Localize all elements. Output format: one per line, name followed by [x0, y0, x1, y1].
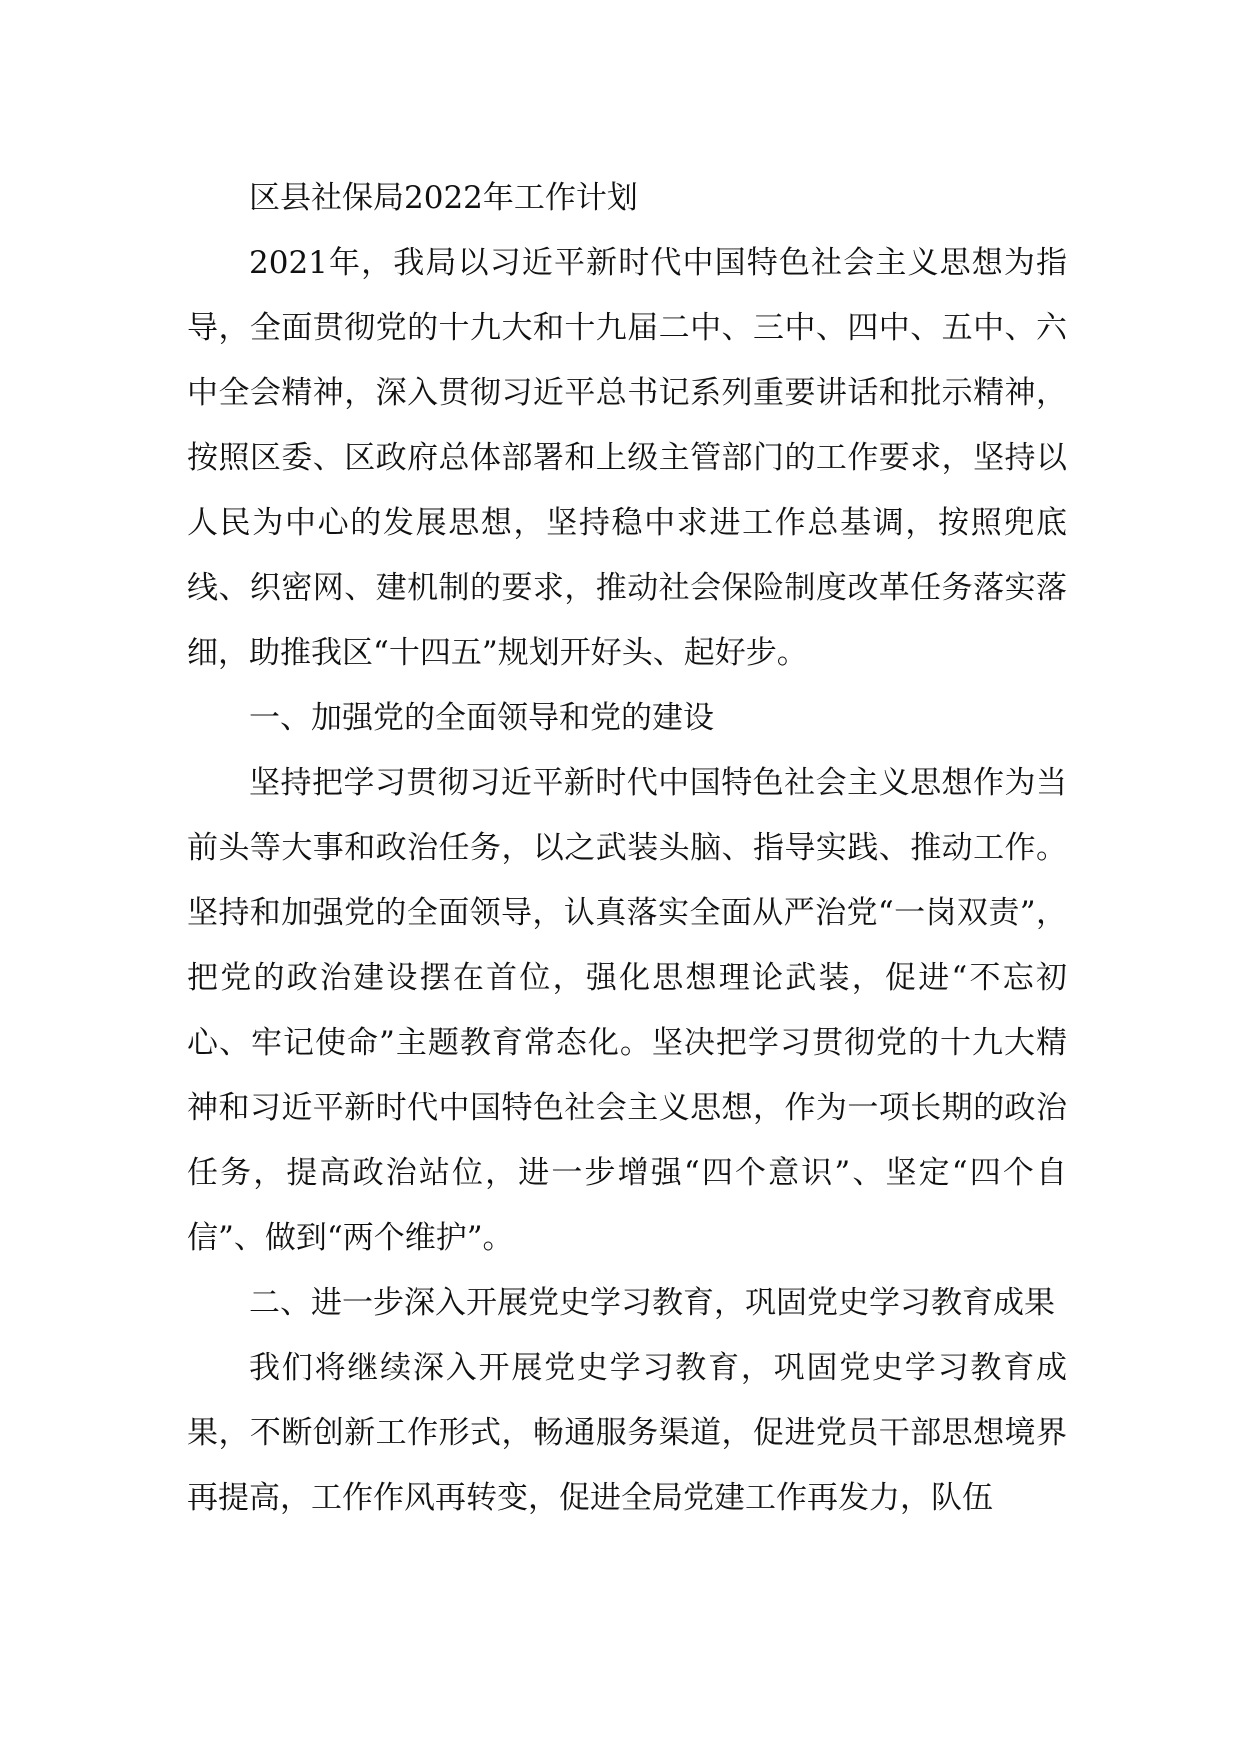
paragraph-section-2: 我们将继续深入开展党史学习教育，巩固党史学习教育成果，不断创新工作形式，畅通服务渠道，促进党员干部思想境界再提高，工作作风再转变，促进全局党建工作再发力，队伍: [187, 1350, 1067, 1516]
paragraph-section-1: 坚持把学习贯彻习近平新时代中国特色社会主义思想作为当前头等大事和政治任务，以之武装头脑、指导实践、推动工作。坚持和加强党的全面领导，认真落实全面从严治党“一岗双责”，把党的政治建设摆在首位，强化思想理论武装，促进“不忘初心、牢记使命”主题教育常态化。坚决把学习贯彻党的十九大精神和习近平新时代中国特色社会主义思想，作为一项长期的政治任务，提高政治站位，进一步增强“四个意识”、坚定“四个自信”、做到“两个维护”。: [187, 765, 1067, 1256]
section-heading-2: 二、进一步深入开展党史学习教育，巩固党史学习教育成果: [249, 1285, 1055, 1321]
section-heading-1: 一、加强党的全面领导和党的建设: [249, 700, 714, 736]
document-body: [187, 166, 1067, 1531]
document-title: 区县社保局2022年工作计划: [249, 180, 638, 216]
paragraph-intro: 2021年，我局以习近平新时代中国特色社会主义思想为指导，全面贯彻党的十九大和十九届二中、三中、四中、五中、六中全会精神，深入贯彻习近平总书记系列重要讲话和批示精神，按照区委、区政府总体部署和上级主管部门的工作要求，坚持以人民为中心的发展思想，坚持稳中求进工作总基调，按照兜底线、织密网、建机制的要求，推动社会保险制度改革任务落实落细，助推我区“十四五”规划开好头、起好步。: [187, 245, 1067, 671]
